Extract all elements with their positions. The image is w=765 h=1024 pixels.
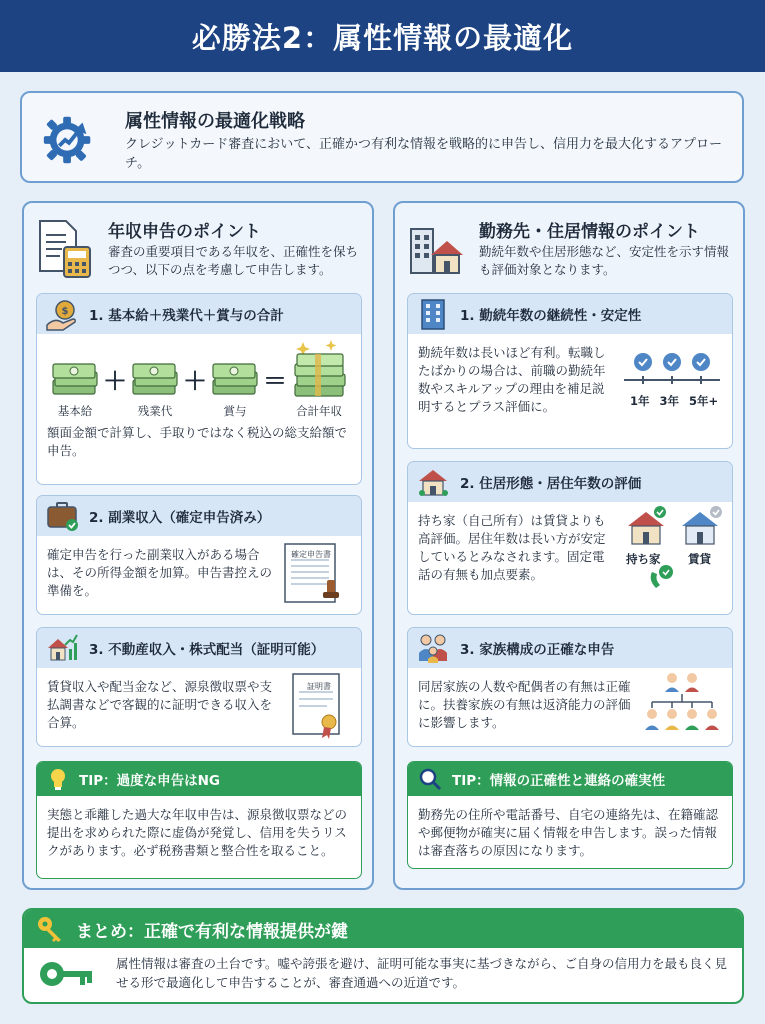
- plus-sign: ＋: [103, 367, 127, 395]
- svg-text:$: $: [61, 306, 69, 317]
- document-calculator-icon: [36, 217, 94, 279]
- income-card-total: [36, 293, 362, 485]
- housing-own-label: 持ち家: [626, 552, 661, 566]
- timeline-label: 1年: [630, 394, 650, 408]
- cash-stack-icon: [211, 360, 259, 398]
- income-tip: [36, 761, 362, 879]
- income-card-property-title: 3. 不動産収入・株式配当（証明可能）: [89, 642, 325, 658]
- summary-title: まとめ：正確で有利な情報提供が鍵: [76, 921, 348, 942]
- income-card-side-job: [36, 495, 362, 615]
- money-label-bonus: 賞与: [223, 404, 247, 418]
- employment-card-housing: [407, 461, 733, 615]
- employment-tip-body: 勤務先の住所や電話番号、自宅の連絡先は、在籍確認や郵便物が確実に届く情報を申告します。誤った情報は審査落ちの原因になります。: [418, 807, 719, 858]
- income-card-total-title: 1. 基本給＋残業代＋賞与の合計: [89, 308, 284, 324]
- money-bag-hand-icon: [45, 297, 79, 331]
- money-label-overtime: 残業代: [137, 404, 173, 418]
- house-chart-icon: [45, 631, 79, 665]
- equals-sign: ＝: [263, 367, 287, 395]
- key-icon: [36, 915, 64, 943]
- family-tree-icon: [640, 670, 726, 736]
- cash-stack-icon: [131, 360, 179, 398]
- income-card-total-note: 額面金額で計算し、手取りではなく税込の総支給額で申告。: [47, 425, 348, 458]
- income-title: 年収申告のポイント: [108, 222, 261, 242]
- lightbulb-icon: [47, 767, 69, 791]
- money-label-total: 合計年収: [296, 404, 342, 418]
- plus-sign: ＋: [183, 367, 207, 395]
- timeline-label: 3年: [659, 394, 680, 408]
- strategy-panel: [20, 91, 744, 183]
- employment-card-family: [407, 627, 733, 747]
- timeline-label: 5年+: [689, 394, 719, 408]
- office-building-icon: [416, 297, 450, 331]
- employment-card-family-title: 3. 家族構成の正確な申告: [460, 642, 615, 658]
- family-icon: [416, 631, 450, 665]
- income-tip-title: TIP：過度な申告はNG: [79, 773, 221, 789]
- house-icon: [416, 465, 450, 499]
- money-base-salary: [51, 360, 99, 420]
- employment-description: 勤続年数や住居形態など、安定性を示す情報も評価対象となります。: [479, 244, 730, 277]
- magnifier-icon: [418, 767, 442, 791]
- key-icon: [36, 954, 96, 994]
- big-cash-stack-icon: [291, 340, 347, 398]
- employment-card-housing-body: 持ち家（自己所有）は賃貸よりも高評価。居住年数は長い方が安定しているとみなされます。固定電話の有無も加点要素。: [418, 513, 606, 582]
- income-description: 審査の重要項目である年収を、正確性を保ちつつ、以下の点を考慮して申告します。: [108, 244, 359, 277]
- tenure-timeline-icon: [620, 348, 726, 388]
- income-card-side-job-body: 確定申告を行った副業収入がある場合は、その所得金額を加算。申告書控えの準備を。: [47, 547, 273, 598]
- employment-tip: [407, 761, 733, 869]
- summary-body: 属性情報は審査の土台です。嘘や誇張を避け、証明可能な事実に基づきながら、ご自身の信用力を最も良く見せる形で最適化して申告することが、審査通過への近道です。: [116, 956, 728, 990]
- certificate-label: 証明書: [307, 682, 331, 691]
- money-annual-total: [291, 340, 347, 420]
- money-bonus: [211, 360, 259, 420]
- buildings-house-icon: [407, 217, 465, 279]
- employment-card-tenure-title: 1. 勤続年数の継続性・安定性: [460, 308, 642, 324]
- housing-rent-label: 賃貸: [688, 552, 711, 566]
- summary-panel: [22, 908, 744, 1004]
- briefcase-check-icon: [45, 499, 79, 533]
- employment-card-family-body: 同居家族の人数や配偶者の有無は正確に。扶養家族の有無は返済能力の評価に影響します。: [418, 679, 631, 730]
- income-card-side-job-title: 2. 副業収入（確定申告済み）: [89, 510, 271, 526]
- money-overtime: [131, 360, 179, 420]
- employment-card-tenure: [407, 293, 733, 449]
- tax-return-document-label: 確定申告書: [291, 550, 331, 559]
- gear-chart-icon: [38, 107, 100, 169]
- employment-title: 勤務先・住居情報のポイント: [479, 222, 700, 242]
- employment-card-tenure-body: 勤続年数は長いほど有利。転職したばかりの場合は、前職の勤続年数やスキルアップの理由を補足説明するとプラス評価に。: [418, 345, 606, 414]
- strategy-description: クレジットカード審査において、正確かつ有利な情報を戦略的に申告し、信用力を最大化するアプローチ。: [125, 137, 723, 171]
- employment-tip-title: TIP：情報の正確性と連絡の確実性: [452, 773, 666, 789]
- strategy-title: 属性情報の最適化戦略: [125, 111, 305, 132]
- cash-stack-icon: [51, 360, 99, 398]
- employment-column: [393, 201, 745, 890]
- money-label-base: 基本給: [57, 404, 93, 418]
- page-title: 必勝法2：属性情報の最適化: [191, 20, 574, 55]
- income-card-property: [36, 627, 362, 747]
- income-column: [22, 201, 374, 890]
- page-header: [0, 0, 765, 72]
- income-card-property-body: 賃貸収入や配当金など、源泉徴収票や支払調書などで客観的に証明できる収入を合算。: [47, 679, 273, 730]
- tenure-timeline-labels: [630, 392, 718, 410]
- income-tip-body: 実態と乖離した過大な年収申告は、源泉徴収票などの提出を求められた際に虚偽が発覚し、信用を失うリスクがあります。必ず税務書類と整合性を取ること。: [47, 807, 348, 858]
- employment-card-housing-title: 2. 住居形態・居住年数の評価: [460, 476, 642, 492]
